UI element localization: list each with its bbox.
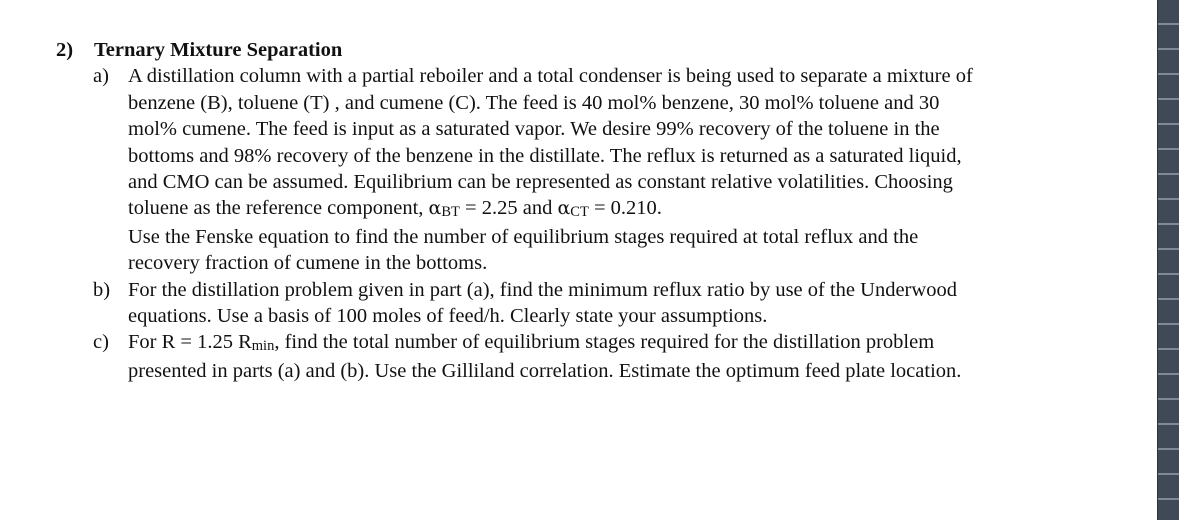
alpha-ct-value: = 0.210. [588,197,662,220]
part-a-line-5: and CMO can be assumed. Equilibrium can be represented as constant relative volatilities. Choosing [128,171,953,194]
part-a-line-7: Use the Fenske equation to find the number of equilibrium stages required at total reflux and the [128,225,919,248]
part-b [93,277,1146,330]
part-b-line-1: For the distillation problem given in part (a), find the minimum reflux ratio by use of the Underwood [128,278,957,301]
reflux-prefix: For R = 1.25 R [128,331,252,354]
part-c-body [128,329,1146,384]
alpha-ct-subscript: CT [570,204,589,221]
problem-title: Ternary Mixture Separation [94,39,343,61]
alpha-bt-value: = 2.25 and [459,197,558,220]
part-a-label: a) [93,65,109,88]
problem-2 [56,37,1146,384]
part-a [93,63,1146,276]
part-b-line-2: equations. Use a basis of 100 moles of feed/h. Clearly state your assumptions. [128,305,768,328]
part-a-line-4: bottoms and 98% recovery of the benzene in the distillate. The reflux is returned as a saturated liquid, [128,144,962,167]
part-a-alpha-line [128,195,1146,223]
part-a-body [128,63,1146,276]
part-a-line-1: A distillation column with a partial reboiler and a total condenser is being used to separate a mixture of [128,65,973,88]
problem-number: 2) [56,39,74,61]
reflux-suffix: , find the total number of equilibrium stages required for the distillation problem [274,331,935,354]
alpha-ct-symbol: α [557,197,571,220]
part-c-line-1 [128,329,1146,357]
part-a-line-8: recovery fraction of cumene in the bottoms. [128,252,488,275]
part-b-label: b) [93,278,111,301]
alpha-bt-subscript: BT [441,204,460,221]
part-a-line-2: benzene (B), toluene (T) , and cumene (C). The feed is 40 mol% benzene, 30 mol% toluene and 30 [128,91,940,114]
part-c [93,329,1146,384]
part-c-line-2: presented in parts (a) and (b). Use the Gilliland correlation. Estimate the optimum feed plate location. [128,359,962,382]
alpha-bt-symbol: α [428,197,442,220]
side-panel-edge [1157,0,1179,520]
alpha-line-prefix: toluene as the reference component, [128,197,429,220]
part-c-label: c) [93,331,109,354]
problem-header [56,37,1146,63]
part-a-line-3: mol% cumene. The feed is input as a saturated vapor. We desire 99% recovery of the toluene in the [128,118,940,141]
rmin-subscript: min [251,338,275,355]
part-b-body [128,277,1146,330]
